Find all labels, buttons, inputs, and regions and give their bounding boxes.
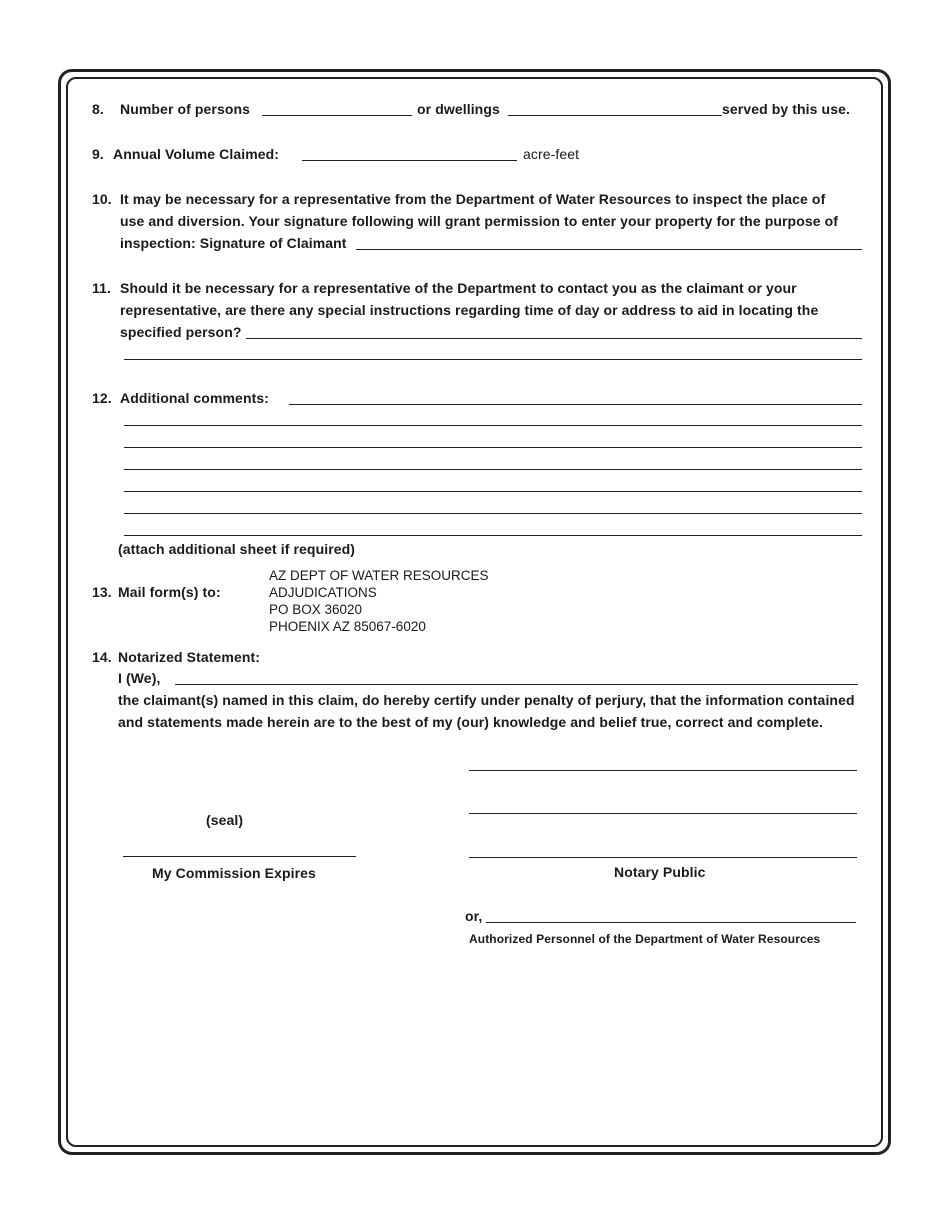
- q14-line1: the claimant(s) named in this claim, do hereby certify under penalty of perjury, that the information contained: [118, 692, 855, 708]
- comments-field-7[interactable]: [124, 535, 862, 536]
- q11-line3: specified person?: [120, 324, 242, 340]
- q10-number: 10.: [92, 191, 112, 207]
- special-instructions-field-2[interactable]: [124, 359, 862, 360]
- claimant-signature-field[interactable]: [356, 249, 862, 250]
- q9-label: Annual Volume Claimed:: [113, 146, 280, 162]
- q12-note: (attach additional sheet if required): [118, 541, 356, 557]
- q8-label: Number of persons: [120, 101, 251, 117]
- authorized-label: Authorized Personnel of the Department of Water Resources: [469, 932, 821, 946]
- q10-line2: use and diversion. Your signature following will grant permission to enter your property for the purpose of: [120, 213, 839, 229]
- signature-line-2[interactable]: [469, 813, 857, 814]
- authorized-personnel-signature-field[interactable]: [486, 922, 856, 923]
- signature-line-1[interactable]: [469, 770, 857, 771]
- q14-line2: and statements made herein are to the best of my (our) knowledge and belief true, correct and complete.: [118, 714, 824, 730]
- annual-volume-field[interactable]: [302, 160, 517, 161]
- address-line-2: ADJUDICATIONS: [269, 585, 377, 600]
- dwellings-field[interactable]: [508, 115, 722, 116]
- q10-line3: inspection: Signature of Claimant: [120, 235, 347, 251]
- comments-field-5[interactable]: [124, 491, 862, 492]
- q9-suffix: acre-feet: [523, 146, 580, 162]
- q14-label: Notarized Statement:: [118, 649, 261, 665]
- commission-expires-field[interactable]: [123, 856, 356, 857]
- special-instructions-field[interactable]: [246, 338, 862, 339]
- q13-label: Mail form(s) to:: [118, 584, 221, 600]
- q10-line1: It may be necessary for a representative from the Department of Water Resources to inspect the place of: [120, 191, 826, 207]
- comments-field-3[interactable]: [124, 447, 862, 448]
- q8-number: 8.: [92, 101, 104, 117]
- q11-line1: Should it be necessary for a representative of the Department to contact you as the claimant or your: [120, 280, 797, 296]
- q14-number: 14.: [92, 649, 112, 665]
- q12-label: Additional comments:: [120, 390, 270, 406]
- q14-we: I (We),: [118, 670, 161, 686]
- q11-number: 11.: [92, 280, 111, 296]
- comments-field-2[interactable]: [124, 425, 862, 426]
- or-label: or,: [465, 908, 483, 924]
- claimant-names-field[interactable]: [175, 684, 858, 685]
- comments-field-1[interactable]: [289, 404, 862, 405]
- q12-number: 12.: [92, 390, 112, 406]
- q9-number: 9.: [92, 146, 104, 162]
- q8-middle: or dwellings: [417, 101, 500, 117]
- seal-label: (seal): [206, 812, 244, 828]
- persons-field[interactable]: [262, 115, 412, 116]
- notary-public-signature-field[interactable]: [469, 857, 857, 858]
- comments-field-4[interactable]: [124, 469, 862, 470]
- comments-field-6[interactable]: [124, 513, 862, 514]
- address-line-3: PO BOX 36020: [269, 602, 363, 617]
- q11-line2: representative, are there any special instructions regarding time of day or address to aid in locating the: [120, 302, 819, 318]
- q13-number: 13.: [92, 584, 112, 600]
- commission-label: My Commission Expires: [152, 865, 316, 881]
- address-line-1: AZ DEPT OF WATER RESOURCES: [269, 568, 489, 583]
- address-line-4: PHOENIX AZ 85067-6020: [269, 619, 426, 634]
- notary-label: Notary Public: [614, 864, 706, 880]
- q8-suffix: served by this use.: [722, 101, 850, 117]
